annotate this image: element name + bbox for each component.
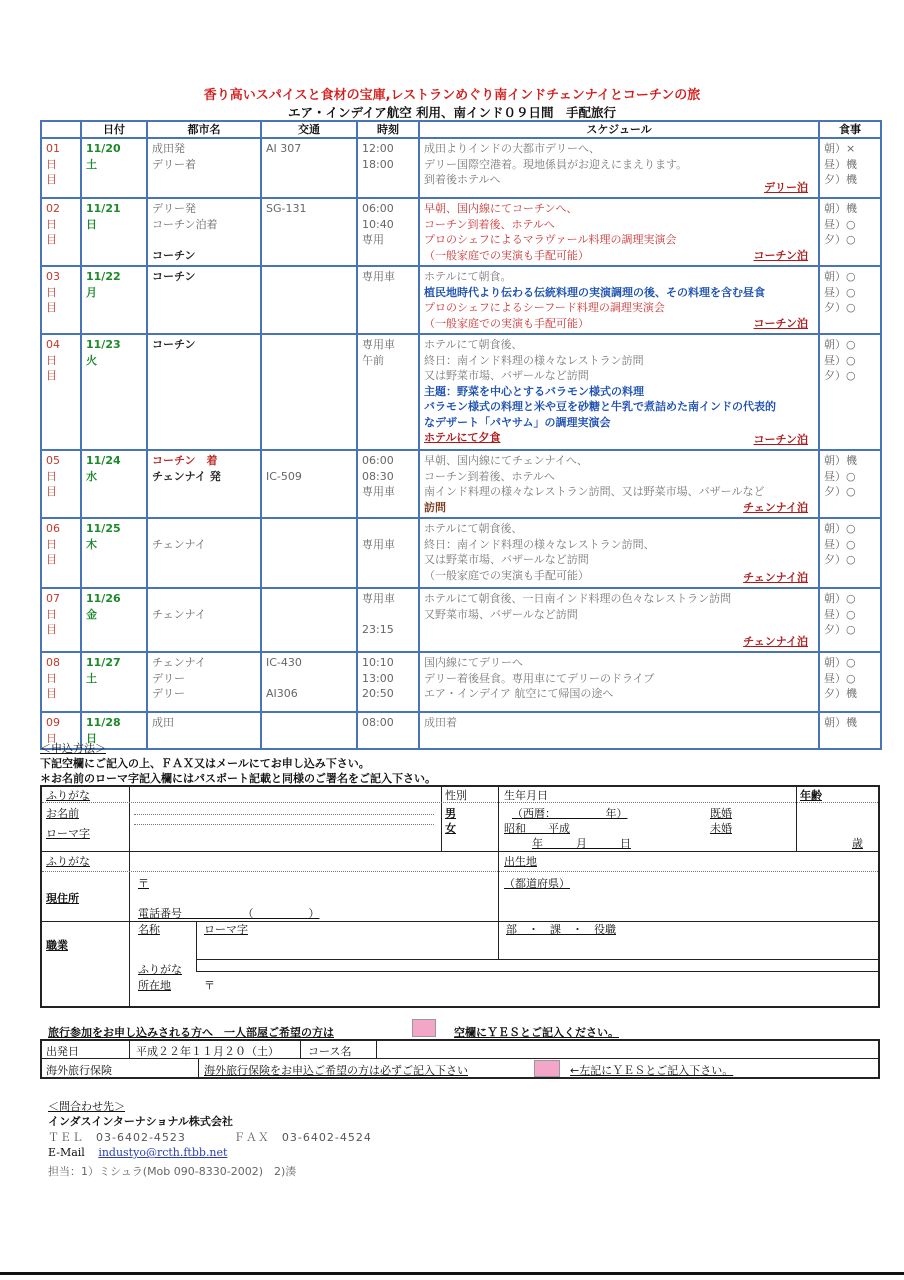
line: チェンナイ 発 — [152, 469, 221, 483]
line: ホテルにて朝食後、 — [424, 338, 523, 351]
overnight-stay: チェンナイ泊 — [743, 500, 808, 514]
date-date: 11/25 — [86, 522, 121, 535]
departure-label: 出発日 — [46, 1045, 79, 1058]
seireki-field[interactable]: （西暦： 年） — [512, 807, 628, 820]
transport-cell — [261, 266, 357, 334]
line: 朝）○ — [824, 592, 856, 605]
line: コーチン — [152, 338, 196, 351]
line: ホテルにて夕食 — [424, 431, 501, 444]
schedule-cell — [419, 588, 819, 652]
line: 昼）○ — [824, 671, 856, 685]
schedule-row — [41, 138, 881, 198]
city-cell — [147, 334, 261, 450]
room-yes-note: 空欄にＹＥＳとご記入ください。 — [454, 1026, 619, 1039]
time-cell — [357, 450, 419, 518]
line: 10:10 — [362, 656, 394, 669]
city-cell — [147, 518, 261, 588]
line: 06:00 — [362, 454, 394, 467]
date-date: 11/24 — [86, 454, 121, 467]
prefecture-field[interactable]: （都道府県） — [504, 877, 570, 890]
date-dow: 金 — [86, 607, 97, 621]
day-number — [41, 138, 81, 198]
overnight-stay: デリー泊 — [764, 180, 808, 194]
header-blank — [41, 121, 81, 138]
line: デリー着後昼食。専用車にてデリーのドライブ — [424, 671, 655, 685]
married-option[interactable]: 既婚 — [710, 807, 732, 820]
time-cell — [357, 198, 419, 266]
schedule-cell — [419, 712, 819, 749]
line: 日 — [46, 285, 57, 299]
line: ホテルにて朝食後、一日南インド料理の色々なレストラン訪問 — [424, 592, 732, 605]
line: IC-509 — [266, 469, 302, 483]
furigana2-label: ふりがな — [46, 855, 90, 868]
email-link[interactable]: industyo@rcth.ftbb.net — [98, 1146, 228, 1159]
city-cell — [147, 138, 261, 198]
line: 08:00 — [362, 716, 394, 729]
line: 日 — [46, 671, 57, 685]
line: 夕）○ — [824, 233, 856, 246]
location-label: 所在地 — [138, 979, 171, 992]
romaji-input[interactable] — [134, 824, 434, 825]
line: 専用車 — [362, 592, 395, 605]
name-input[interactable] — [134, 814, 434, 815]
line: 日 — [46, 353, 57, 367]
line: チェンナイ — [152, 656, 206, 669]
line: 12:00 — [362, 142, 394, 155]
line: 昼）機 — [824, 157, 857, 171]
date-cell — [81, 588, 147, 652]
date-cell — [81, 334, 147, 450]
city-cell — [147, 712, 261, 749]
city-cell — [147, 266, 261, 334]
line: 夕）機 — [824, 173, 857, 186]
line: コーチン到着後、ホテルへ — [424, 217, 555, 231]
date-dow: 土 — [86, 157, 97, 171]
line: 朝）○ — [824, 656, 856, 669]
date-dow: 日 — [86, 731, 97, 745]
line: 13:00 — [362, 671, 394, 685]
time-cell — [357, 588, 419, 652]
email-label: E-Mail — [48, 1146, 85, 1159]
line: 01 — [46, 142, 60, 155]
line: 日 — [46, 537, 57, 551]
staff-info: 担当：1）ミシュラ(Mob 090-8330-2002) 2)湊 — [48, 1165, 297, 1178]
line — [152, 232, 256, 248]
line: 専用車 — [362, 338, 395, 351]
line: チェンナイ — [152, 537, 206, 551]
line: デリー国際空港着。現地係員がお迎えにまえります。 — [424, 157, 688, 171]
line: ホテルにて朝食後、 — [424, 522, 523, 535]
line: コーチン — [152, 248, 196, 262]
date-date: 11/20 — [86, 142, 121, 155]
date-date: 11/21 — [86, 202, 121, 215]
line: 終日：南インド料理の様々なレストラン訪問、 — [424, 537, 655, 551]
line: 終日：南インド料理の様々なレストラン訪問 — [424, 353, 644, 367]
schedule-cell — [419, 334, 819, 450]
meal-cell — [819, 198, 881, 266]
line: 23:15 — [362, 623, 394, 636]
line: 日 — [46, 217, 57, 231]
line: 日 — [46, 607, 57, 621]
schedule-table — [40, 120, 882, 750]
day-number — [41, 450, 81, 518]
date-cell — [81, 652, 147, 712]
line: デリー着 — [152, 157, 196, 171]
line: 03 — [46, 270, 60, 283]
transport-cell — [261, 138, 357, 198]
line: 午前 — [362, 353, 384, 367]
line: （一般家庭での実演も手配可能） — [424, 316, 589, 330]
line — [362, 521, 414, 537]
line: コーチン到着後、ホテルへ — [424, 469, 555, 483]
insurance-yes-note: ←左記にＹＥＳとご記入下さい。 — [570, 1064, 734, 1077]
schedule-row — [41, 334, 881, 450]
time-cell — [357, 712, 419, 749]
meal-cell — [819, 652, 881, 712]
line: 又は野菜市場、バザールなど訪問 — [424, 369, 589, 382]
departure-date: 平成２２年１１月２０（土） — [136, 1045, 279, 1058]
city-cell — [147, 450, 261, 518]
line: 夕）○ — [824, 301, 856, 314]
line: コーチン — [152, 270, 196, 283]
header-meal: 食事 — [819, 121, 881, 138]
line: エア・インデイア 航空にて帰国の途へ — [424, 687, 614, 700]
postcode-field[interactable]: 〒 — [138, 877, 149, 890]
line: 20:50 — [362, 687, 394, 700]
transport-cell — [261, 518, 357, 588]
time-cell — [357, 334, 419, 450]
insurance-box[interactable] — [534, 1060, 560, 1077]
schedule-row — [41, 712, 881, 749]
age-field[interactable]: 歳 — [852, 837, 863, 850]
room-text: 旅行参加をお申し込みされる方へ 一人部屋ご希望の方は — [48, 1026, 334, 1039]
birth-label: 生年月日 — [504, 789, 548, 802]
line: なデザート「パヤサム」の調理実演会 — [424, 415, 611, 429]
date-dow: 月 — [86, 285, 97, 299]
city-cell — [147, 198, 261, 266]
insurance-label: 海外旅行保険 — [46, 1064, 112, 1077]
single-room-box[interactable] — [412, 1019, 436, 1037]
schedule-cell — [419, 198, 819, 266]
date-date: 11/23 — [86, 338, 121, 351]
line: AI306 — [266, 687, 298, 700]
overnight-stay: コーチン泊 — [753, 316, 808, 330]
meal-cell — [819, 518, 881, 588]
day-number — [41, 588, 81, 652]
date-dow: 木 — [86, 537, 97, 551]
date-dow: 日 — [86, 217, 97, 231]
company-romaji-field[interactable]: ローマ字 — [204, 923, 248, 936]
schedule-row — [41, 518, 881, 588]
line: 夕）○ — [824, 369, 856, 382]
line: デリー発 — [152, 202, 196, 215]
single-option[interactable]: 未婚 — [710, 822, 732, 835]
city-cell — [147, 652, 261, 712]
date-dow: 土 — [86, 671, 97, 685]
line: 朝）機 — [824, 716, 857, 729]
day-number — [41, 652, 81, 712]
male-option[interactable]: 男 — [445, 807, 456, 820]
line: 成田 — [152, 716, 174, 729]
meal-cell — [819, 334, 881, 450]
line: 目 — [46, 485, 57, 498]
bottom-rule — [0, 1272, 904, 1275]
line — [266, 671, 352, 687]
line: 専用車 — [362, 537, 395, 551]
line: 02 — [46, 202, 60, 215]
address-label: 現住所 — [46, 892, 79, 905]
overnight-stay: チェンナイ泊 — [743, 570, 808, 584]
meal-cell — [819, 138, 881, 198]
date-date: 11/28 — [86, 716, 121, 729]
line: 朝）× — [824, 142, 856, 155]
line: 日 — [46, 157, 57, 171]
overnight-stay: コーチン泊 — [753, 432, 808, 446]
time-cell — [357, 266, 419, 334]
line: ホテルにて朝食。 — [424, 270, 512, 283]
line: 目 — [46, 173, 57, 186]
line: 夕）○ — [824, 485, 856, 498]
era-field[interactable]: 昭和 平成 — [504, 822, 570, 835]
schedule-cell — [419, 138, 819, 198]
apply-line2: ＊お名前のローマ字記入欄にはパスポート記載と同様のご署名をご記入下さい。 — [40, 772, 436, 785]
date-cell — [81, 138, 147, 198]
date-cell — [81, 198, 147, 266]
line: 日 — [46, 731, 57, 745]
romaji-label: ローマ字 — [46, 827, 90, 840]
insurance-text: 海外旅行保険をお申込ご希望の方は必ずご記入下さい — [204, 1064, 468, 1077]
date-date: 11/22 — [86, 270, 121, 283]
line: プロのシェフによるマラヴァール料理の調理実演会 — [424, 233, 677, 246]
schedule-cell — [419, 652, 819, 712]
line — [362, 607, 414, 623]
schedule-row — [41, 450, 881, 518]
line: 成田よりインドの大都市デリーへ、 — [424, 142, 600, 155]
line: コーチン泊着 — [152, 217, 218, 231]
email-row — [48, 1146, 227, 1159]
transport-cell — [261, 712, 357, 749]
schedule-header-row — [41, 121, 881, 138]
header-schedule: スケジュール — [419, 121, 819, 138]
schedule-row — [41, 588, 881, 652]
line: 専用車 — [362, 485, 395, 498]
line: 08:30 — [362, 469, 394, 483]
line: プロのシェフによるシーフード料理の調理実演会 — [424, 301, 665, 314]
apply-line1: 下記空欄にご記入の上、ＦＡＸ又はメールにてお申し込み下さい。 — [40, 757, 370, 770]
header-time: 時刻 — [357, 121, 419, 138]
line: 昼）○ — [824, 217, 856, 231]
header-transport: 交通 — [261, 121, 357, 138]
tour-title: 香り高いスパイスと食材の宝庫,レストランめぐり南インドチェンナイとコーチンの旅 — [203, 88, 701, 103]
phone-fax: ＴＥＬ 03-6402-4523 ＦＡＸ 03-6402-4524 — [48, 1131, 372, 1144]
line: 昼）○ — [824, 353, 856, 367]
line: 昼）○ — [824, 469, 856, 483]
line: 昼）○ — [824, 607, 856, 621]
meal-cell — [819, 588, 881, 652]
meal-cell — [819, 712, 881, 749]
name-label: お名前 — [46, 807, 79, 820]
date-date: 11/27 — [86, 656, 121, 669]
phone-field[interactable]: 電話番号 （ ） — [138, 907, 320, 920]
line: 専用 — [362, 233, 384, 246]
line: 08 — [46, 656, 60, 669]
city-cell — [147, 588, 261, 652]
day-number — [41, 518, 81, 588]
line: （一般家庭での実演も手配可能） — [424, 248, 589, 262]
date-cell — [81, 518, 147, 588]
company-name-label: 名称 — [138, 923, 160, 936]
line: 到着後ホテルへ — [424, 173, 501, 186]
line: SG-131 — [266, 202, 307, 215]
line: 朝）機 — [824, 454, 857, 467]
sex-label: 性別 — [445, 789, 467, 802]
schedule-cell — [419, 450, 819, 518]
line: 目 — [46, 369, 57, 382]
line: 目 — [46, 301, 57, 314]
date-cell — [81, 450, 147, 518]
line: 又は野菜市場、バザールなど訪問 — [424, 553, 589, 566]
schedule-cell — [419, 518, 819, 588]
age-label: 年齢 — [800, 789, 822, 802]
line: 目 — [46, 623, 57, 636]
line: 国内線にてデリーへ — [424, 656, 523, 669]
line: 09 — [46, 716, 60, 729]
apply-heading: ＜申込方法＞ — [40, 742, 106, 755]
course-label: コース名 — [308, 1045, 352, 1058]
job-label: 職業 — [46, 939, 68, 952]
ymd-field[interactable]: 年 月 日 — [532, 837, 631, 850]
time-cell — [357, 518, 419, 588]
line: 夕）○ — [824, 623, 856, 636]
schedule-row — [41, 266, 881, 334]
line: 早朝、国内線にてコーチンへ、 — [424, 202, 578, 215]
transport-cell — [261, 450, 357, 518]
line: コーチン 着 — [152, 454, 218, 467]
line: 日 — [46, 469, 57, 483]
line: 04 — [46, 338, 60, 351]
line: 目 — [46, 553, 57, 566]
schedule-cell — [419, 266, 819, 334]
line: バラモン様式の料理と米や豆を砂糖と牛乳で煮詰めた南インドの代表的 — [424, 400, 776, 413]
time-cell — [357, 138, 419, 198]
line: （一般家庭での実演も手配可能） — [424, 568, 589, 582]
day-number — [41, 334, 81, 450]
line: 専用車 — [362, 270, 395, 283]
line: デリー — [152, 687, 185, 700]
line: 成田着 — [424, 716, 457, 729]
line: 植民地時代より伝わる伝統料理の実演調理の後、その料理を含む昼食 — [424, 285, 765, 299]
application-form — [40, 785, 880, 1008]
line: 18:00 — [362, 157, 394, 171]
line: IC-430 — [266, 656, 302, 669]
transport-cell — [261, 334, 357, 450]
line: 07 — [46, 592, 60, 605]
schedule-row — [41, 198, 881, 266]
line — [152, 591, 256, 607]
line: 05 — [46, 454, 60, 467]
line: 南インド料理の様々なレストラン訪問、又は野菜市場、バザールなど — [424, 485, 765, 498]
line: AI 307 — [266, 142, 302, 155]
date-dow: 水 — [86, 469, 97, 483]
line: 夕）機 — [824, 687, 857, 700]
transport-cell — [261, 588, 357, 652]
line: 早朝、国内線にてチェンナイへ、 — [424, 454, 588, 467]
line: 成田発 — [152, 142, 185, 155]
line: 又野菜市場、バザールなど訪問 — [424, 607, 578, 621]
line: 訪問 — [424, 500, 446, 514]
furigana3-label: ふりがな — [138, 963, 182, 976]
header-date: 日付 — [81, 121, 147, 138]
line: 目 — [46, 687, 57, 700]
time-cell — [357, 652, 419, 712]
transport-cell — [261, 198, 357, 266]
line: 昼）○ — [824, 285, 856, 299]
line: 目 — [46, 233, 57, 246]
furigana-label: ふりがな — [46, 789, 90, 802]
day-number — [41, 198, 81, 266]
line — [266, 453, 352, 469]
departure-insurance-box — [40, 1039, 880, 1079]
line: 朝）機 — [824, 202, 857, 215]
overnight-stay: チェンナイ泊 — [743, 634, 808, 648]
line: 朝）○ — [824, 338, 856, 351]
overnight-stay: コーチン泊 — [753, 248, 808, 262]
meal-cell — [819, 450, 881, 518]
line: 夕）○ — [824, 553, 856, 566]
date-cell — [81, 266, 147, 334]
transport-cell — [261, 652, 357, 712]
date-dow: 火 — [86, 353, 97, 367]
header-city: 都市名 — [147, 121, 261, 138]
line: 10:40 — [362, 217, 394, 231]
female-option[interactable]: 女 — [445, 822, 456, 835]
location-postcode[interactable]: 〒 — [204, 979, 215, 992]
meal-cell — [819, 266, 881, 334]
contact-heading: ＜問合わせ先＞ — [48, 1100, 125, 1113]
line: デリー — [152, 671, 185, 685]
day-number — [41, 266, 81, 334]
schedule-row — [41, 652, 881, 712]
line: 主題：野菜を中心とするバラモン様式の料理 — [424, 384, 644, 398]
line — [152, 521, 256, 537]
birthplace-label: 出生地 — [504, 855, 537, 868]
line: 06:00 — [362, 202, 394, 215]
line: 朝）○ — [824, 522, 856, 535]
tour-subtitle: エア・インデイア航空 利用、南インド０９日間 手配旅行 — [287, 105, 617, 120]
line: チェンナイ — [152, 607, 206, 621]
dept-field[interactable]: 部 ・ 課 ・ 役職 — [506, 923, 616, 936]
line: 朝）○ — [824, 270, 856, 283]
company-name: インダスインターナショナル株式会社 — [48, 1115, 233, 1128]
date-date: 11/26 — [86, 592, 121, 605]
line: 昼）○ — [824, 537, 856, 551]
line: 06 — [46, 522, 60, 535]
